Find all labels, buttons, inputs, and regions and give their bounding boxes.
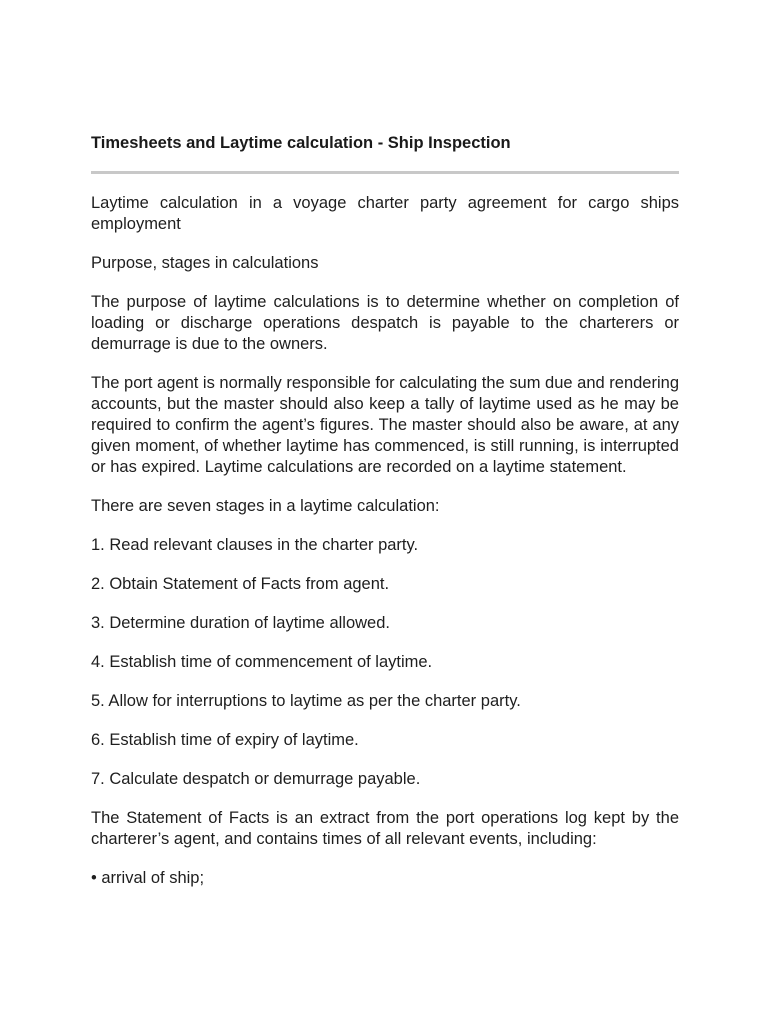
stage-item: 6. Establish time of expiry of laytime. [91,731,359,749]
document-title: Timesheets and Laytime calculation - Ship Inspection [91,134,511,152]
title-divider [91,171,679,174]
intro-paragraph: Laytime calculation in a voyage charter party agreement for cargo ships employment [91,194,679,233]
subheading: Purpose, stages in calculations [91,254,319,272]
stage-item: 4. Establish time of commencement of laytime. [91,653,433,671]
bullet-item: • arrival of ship; [91,869,205,887]
stage-item: 5. Allow for interruptions to laytime as per the charter party. [91,692,521,710]
stages-list [91,535,679,790]
stage-item: 1. Read relevant clauses in the charter party. [91,536,419,554]
stage-item: 3. Determine duration of laytime allowed. [91,614,390,632]
stage-item: 7. Calculate despatch or demurrage payable. [91,770,421,788]
events-list [91,868,679,889]
stage-item: 2. Obtain Statement of Facts from agent. [91,575,390,593]
purpose-paragraph: The purpose of laytime calculations is to determine whether on completion of loading or discharge operations despatch is payable to the charterers or demurrage is due to the owners. [91,293,679,353]
stages-intro: There are seven stages in a laytime calculation: [91,497,440,515]
agent-paragraph: The port agent is normally responsible for calculating the sum due and rendering accounts, but the master should also keep a tally of laytime used as he may be required to confirm the agent’s figures. The master should also be aware, at any given moment, of whether laytime has commenced, is still running, is interrupted or has expired. Laytime calculations are recorded on a laytime statement. [91,374,679,476]
statement-of-facts-paragraph: The Statement of Facts is an extract from the port operations log kept by the charterer’s agent, and contains times of all relevant events, including: [91,809,679,848]
document-page [91,130,679,907]
